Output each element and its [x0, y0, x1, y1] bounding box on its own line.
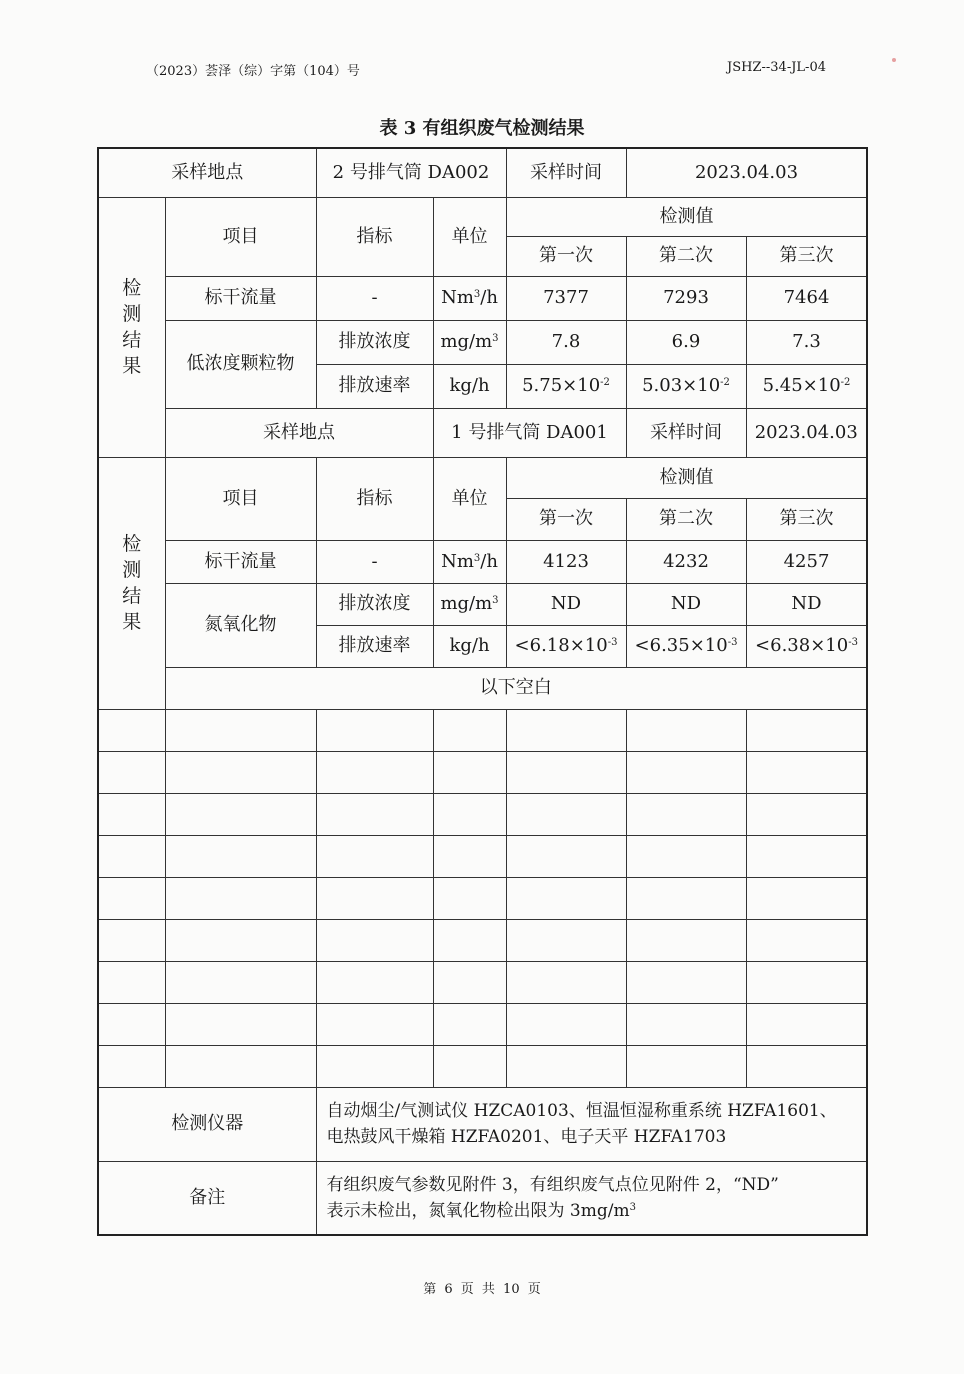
flow-label: 标干流量 — [165, 276, 316, 320]
sampling-time-value: 2023.04.03 — [746, 408, 867, 457]
indicator-header: 指标 — [316, 197, 433, 276]
flow-label: 标干流量 — [165, 540, 316, 583]
flow-value: 4257 — [746, 540, 867, 583]
run-2-header: 第二次 — [626, 236, 746, 276]
flow-value: 4232 — [626, 540, 746, 583]
item-header: 项目 — [165, 197, 316, 276]
conc-label: 排放浓度 — [316, 583, 433, 625]
conc-row-1 — [98, 320, 867, 364]
rate-value: $<6.35\times 10^{-3}$ — [626, 625, 746, 667]
sampling-site-value: 2 号排气筒 DA002 — [316, 148, 506, 197]
conc-label: 排放浓度 — [316, 320, 433, 364]
conc-value: 6.9 — [626, 320, 746, 364]
header-row-2a — [98, 457, 867, 498]
flow-unit: Nm$^3$/h — [433, 276, 506, 320]
run-1-header: 第一次 — [506, 498, 626, 540]
sampling-time-value: 2023.04.03 — [626, 148, 867, 197]
unit-header: 单位 — [433, 457, 506, 540]
result-vertical-label: 检 测 结 果 — [98, 457, 165, 709]
indicator-header: 指标 — [316, 457, 433, 540]
empty-row — [98, 793, 867, 835]
pollutant-name: 低浓度颗粒物 — [165, 320, 316, 408]
flow-row-1 — [98, 276, 867, 320]
item-header: 项目 — [165, 457, 316, 540]
flow-indicator: - — [316, 540, 433, 583]
empty-row — [98, 877, 867, 919]
run-3-header: 第三次 — [746, 498, 867, 540]
site-row-1 — [98, 148, 867, 197]
page-footer: 第 6 页 共 10 页 — [423, 1282, 541, 1297]
empty-row — [98, 751, 867, 793]
conc-value: ND — [626, 583, 746, 625]
sampling-time-label: 采样时间 — [626, 408, 746, 457]
flow-value: 4123 — [506, 540, 626, 583]
ink-dot — [892, 58, 896, 62]
empty-row — [98, 961, 867, 1003]
flow-unit: Nm$^3$/h — [433, 540, 506, 583]
rate-value: $<6.18\times 10^{-3}$ — [506, 625, 626, 667]
conc-value: ND — [506, 583, 626, 625]
rate-value: $5.03\times 10^{-2}$ — [626, 364, 746, 408]
blank-note-row — [98, 667, 867, 709]
conc-unit: $mg/m^3$ — [433, 320, 506, 364]
blank-note: 以下空白 — [165, 667, 867, 709]
table-title: 表 3 有组织废气检测结果 — [379, 118, 585, 139]
rate-unit: kg/h — [433, 625, 506, 667]
rate-label: 排放速率 — [316, 625, 433, 667]
run-1-header: 第一次 — [506, 236, 626, 276]
conc-row-2 — [98, 583, 867, 625]
rate-unit: kg/h — [433, 364, 506, 408]
measured-header: 检测值 — [506, 197, 867, 236]
conc-value: 7.8 — [506, 320, 626, 364]
conc-value: 7.3 — [746, 320, 867, 364]
remarks-row — [98, 1161, 867, 1235]
document-code: JSHZ--34-JL-04 — [727, 60, 826, 75]
instruments-row — [98, 1087, 867, 1161]
remarks-label: 备注 — [98, 1161, 316, 1235]
instruments-list: 自动烟尘/气测试仪 HZCA0103、恒温恒湿称重系统 HZFA1601、 电热鼓风干燥箱 HZFA0201、电子天平 HZFA1703 — [316, 1087, 867, 1161]
rate-value: $5.45\times 10^{-2}$ — [746, 364, 867, 408]
sampling-time-label: 采样时间 — [506, 148, 626, 197]
results-table — [97, 147, 868, 1236]
conc-value: ND — [746, 583, 867, 625]
empty-row — [98, 1045, 867, 1087]
pollutant-name: 氮氧化物 — [165, 583, 316, 667]
header-row-1a — [98, 197, 867, 236]
unit-header: 单位 — [433, 197, 506, 276]
empty-row — [98, 709, 867, 751]
empty-row — [98, 835, 867, 877]
result-vertical-label: 检 测 结 果 — [98, 197, 165, 457]
empty-row — [98, 1003, 867, 1045]
rate-value: $5.75\times 10^{-2}$ — [506, 364, 626, 408]
instruments-label: 检测仪器 — [98, 1087, 316, 1161]
sampling-site-label: 采样地点 — [98, 148, 316, 197]
flow-indicator: - — [316, 276, 433, 320]
report-number: （2023）荟泽（综）字第（104）号 — [146, 64, 360, 79]
conc-unit: $mg/m^3$ — [433, 583, 506, 625]
run-3-header: 第三次 — [746, 236, 867, 276]
flow-value: 7464 — [746, 276, 867, 320]
flow-value: 7377 — [506, 276, 626, 320]
rate-label: 排放速率 — [316, 364, 433, 408]
remarks-text: 有组织废气参数见附件 3，有组织废气点位见附件 2，“ND” 表示未检出，氮氧化物检出限为 $3mg/m^3$ — [316, 1161, 867, 1235]
measured-header: 检测值 — [506, 457, 867, 498]
flow-row-2 — [98, 540, 867, 583]
sampling-site-value: 1 号排气筒 DA001 — [433, 408, 626, 457]
rate-value: $<6.38\times 10^{-3}$ — [746, 625, 867, 667]
run-2-header: 第二次 — [626, 498, 746, 540]
empty-row — [98, 919, 867, 961]
site-row-2 — [98, 408, 867, 457]
flow-value: 7293 — [626, 276, 746, 320]
sampling-site-label: 采样地点 — [165, 408, 433, 457]
